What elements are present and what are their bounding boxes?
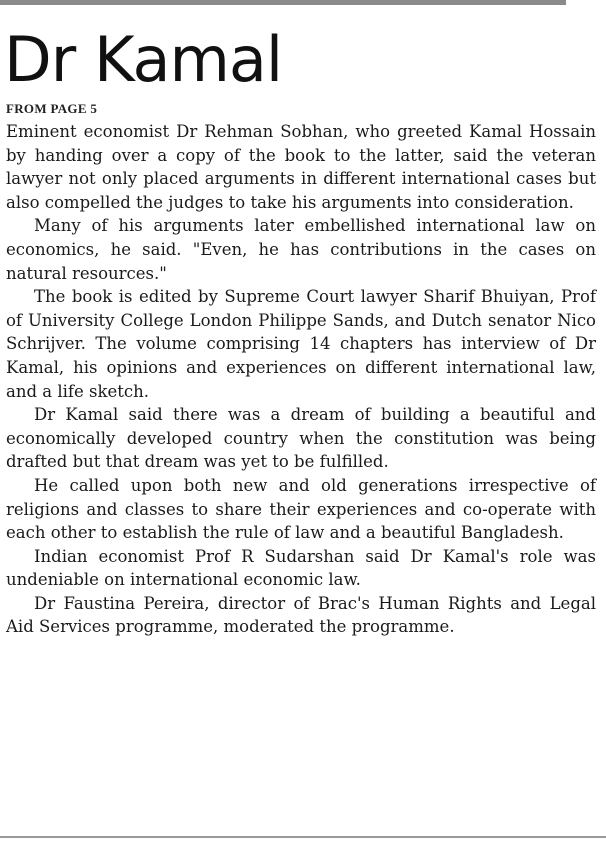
bottom-divider-rule	[0, 836, 606, 838]
article-paragraph: He called upon both new and old generations irrespective of religions and classes to share their experiences and co-operate with each other to establish the rule of law and a beautiful Bangladesh.	[6, 475, 596, 543]
top-divider-rule	[0, 0, 566, 5]
article-paragraph: Dr Faustina Pereira, director of Brac's Human Rights and Legal Aid Services programme, moderated the programme.	[6, 593, 596, 637]
article-paragraph: Many of his arguments later embellished international law on economics, he said. "Even, he has contributions in the cases on natural resources."	[6, 216, 596, 283]
article-paragraph: Dr Kamal said there was a dream of building a beautiful and economically developed country when the constitution was being drafted but that dream was yet to be fulfilled.	[6, 405, 596, 472]
article-body	[6, 120, 596, 639]
article-paragraph: Indian economist Prof R Sudarshan said Dr Kamal's role was undeniable on international economic law.	[6, 546, 596, 590]
jump-line: FROM PAGE 5	[6, 101, 98, 116]
headline: Dr Kamal	[4, 23, 283, 96]
article-paragraph: Eminent economist Dr Rehman Sobhan, who greeted Kamal Hossain by handing over a copy of the book to the latter, said the veteran lawyer not only placed arguments in different international cases but also compelled the judges to take his arguments into consideration.	[6, 122, 596, 212]
article-paragraph: The book is edited by Supreme Court lawyer Sharif Bhuiyan, Prof of University College London Philippe Sands, and Dutch senator Nico Schrijver. The volume comprising 14 chapters has interview of Dr Kamal, his opinions and experiences on different international law, and a life sketch.	[6, 287, 596, 401]
